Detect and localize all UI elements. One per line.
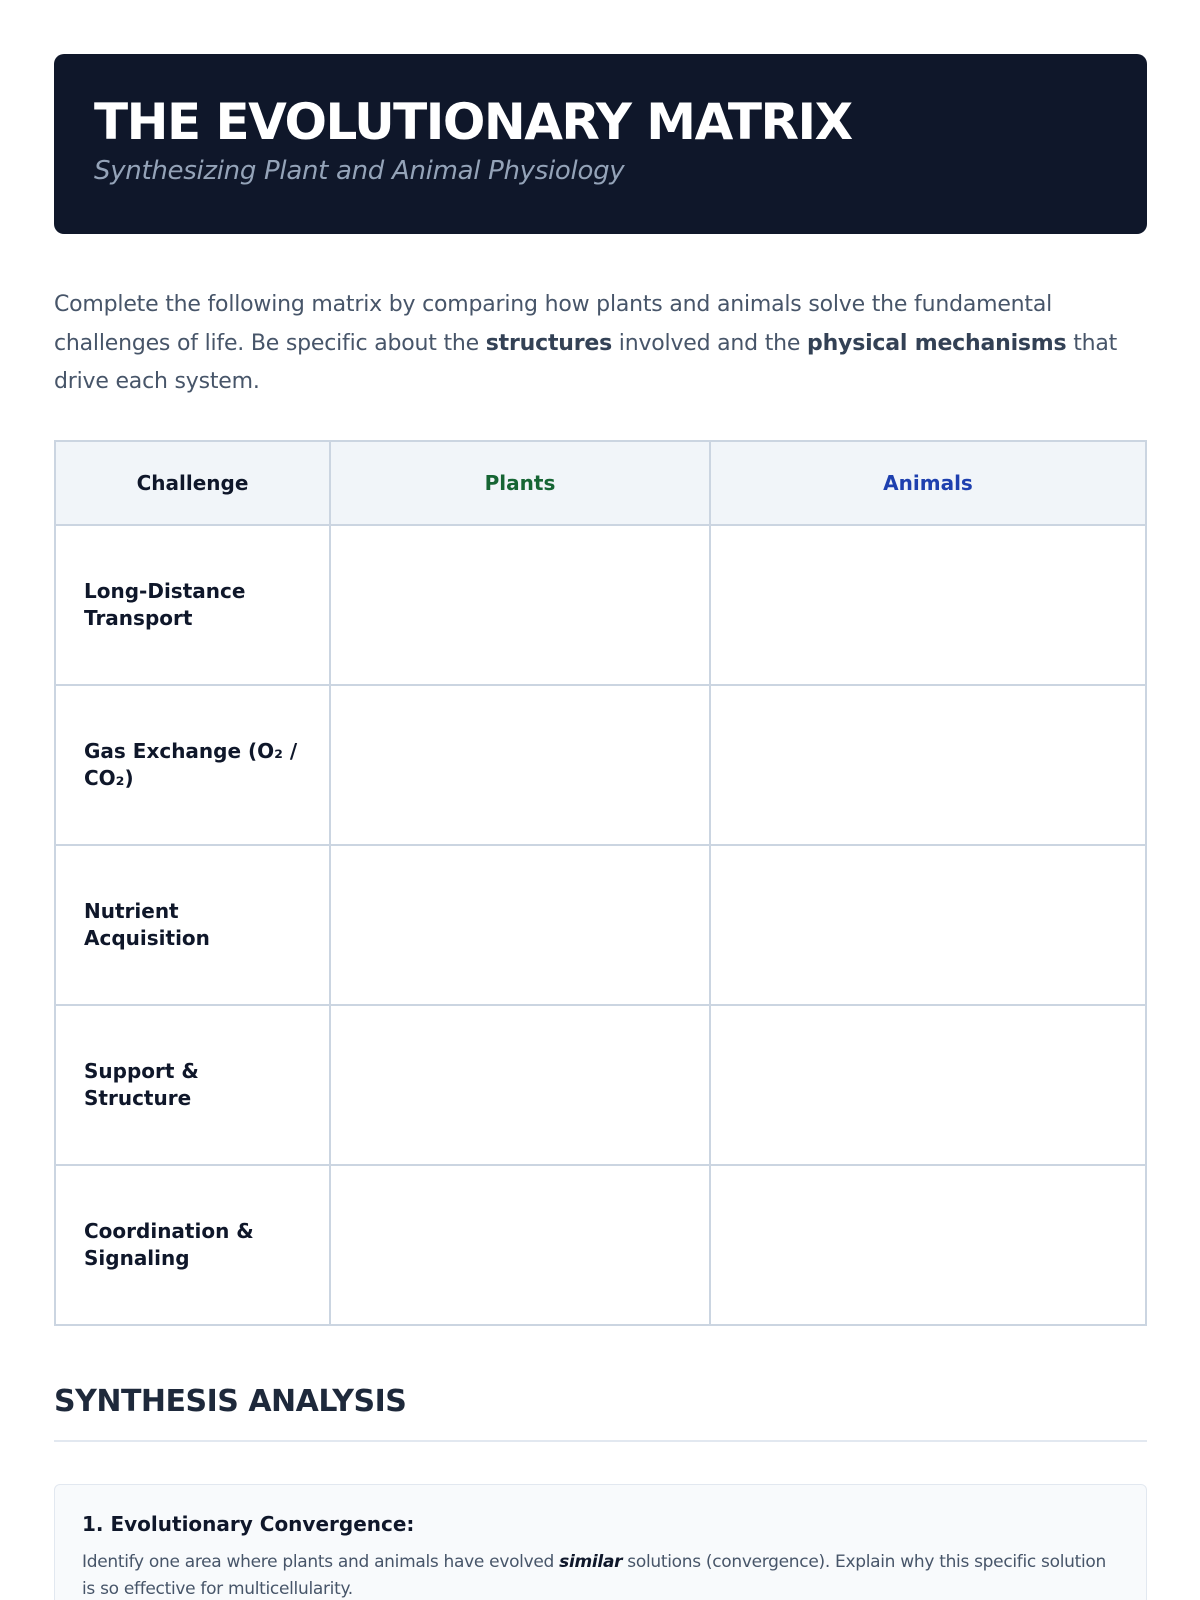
matrix-header-row — [55, 441, 1146, 525]
animals-answer-cell[interactable] — [710, 1005, 1146, 1165]
animals-answer-cell[interactable] — [710, 525, 1146, 685]
column-header-animals: Animals — [710, 441, 1146, 525]
challenge-label: Support & Structure — [55, 1005, 330, 1165]
question-emphasis: similar — [559, 1551, 623, 1572]
challenge-label: Coordination & Signaling — [55, 1165, 330, 1325]
table-row — [55, 525, 1146, 685]
question-prompt — [82, 1549, 1119, 1600]
animals-answer-cell[interactable] — [710, 845, 1146, 1005]
section-heading-synthesis: SYNTHESIS ANALYSIS — [54, 1384, 1147, 1442]
instructions-text-1: Complete the following matrix by comparing how plants and animals solve the fundamental challenges of life. Be specific about the — [54, 292, 1053, 356]
instructions-text-2: involved and the — [612, 330, 808, 356]
plants-answer-cell[interactable] — [330, 845, 710, 1005]
challenge-label: Long-Distance Transport — [55, 525, 330, 685]
challenge-label: Nutrient Acquisition — [55, 845, 330, 1005]
plants-answer-cell[interactable] — [330, 685, 710, 845]
question-title: 1. Evolutionary Convergence: — [82, 1511, 415, 1536]
question-text-before: Identify one area where plants and animals have evolved — [82, 1551, 560, 1572]
plants-answer-cell[interactable] — [330, 1005, 710, 1165]
table-row — [55, 685, 1146, 845]
animals-answer-cell[interactable] — [710, 1165, 1146, 1325]
table-row — [55, 1005, 1146, 1165]
plants-answer-cell[interactable] — [330, 1165, 710, 1325]
title-banner — [54, 54, 1147, 234]
challenge-label: Gas Exchange (O₂ / CO₂) — [55, 685, 330, 845]
instructions-emphasis-mechanisms: physical mechanisms — [807, 330, 1067, 356]
column-header-challenge: Challenge — [55, 441, 330, 525]
question-card — [54, 1484, 1147, 1600]
instructions-emphasis-structures: structures — [485, 330, 612, 356]
question-text-after: solutions (convergence). Explain why this specific solution is so effective for multicellularity. — [82, 1551, 1106, 1599]
instructions-text-3: that drive each system. — [54, 330, 1118, 394]
instructions-paragraph — [54, 286, 1147, 402]
comparison-matrix — [54, 440, 1147, 1326]
table-row — [55, 845, 1146, 1005]
animals-answer-cell[interactable] — [710, 685, 1146, 845]
column-header-plants: Plants — [330, 441, 710, 525]
table-row — [55, 1165, 1146, 1325]
page-title: THE EVOLUTIONARY MATRIX — [94, 93, 852, 151]
worksheet-page — [54, 54, 1147, 1600]
plants-answer-cell[interactable] — [330, 525, 710, 685]
page-subtitle: Synthesizing Plant and Animal Physiology — [94, 156, 625, 186]
